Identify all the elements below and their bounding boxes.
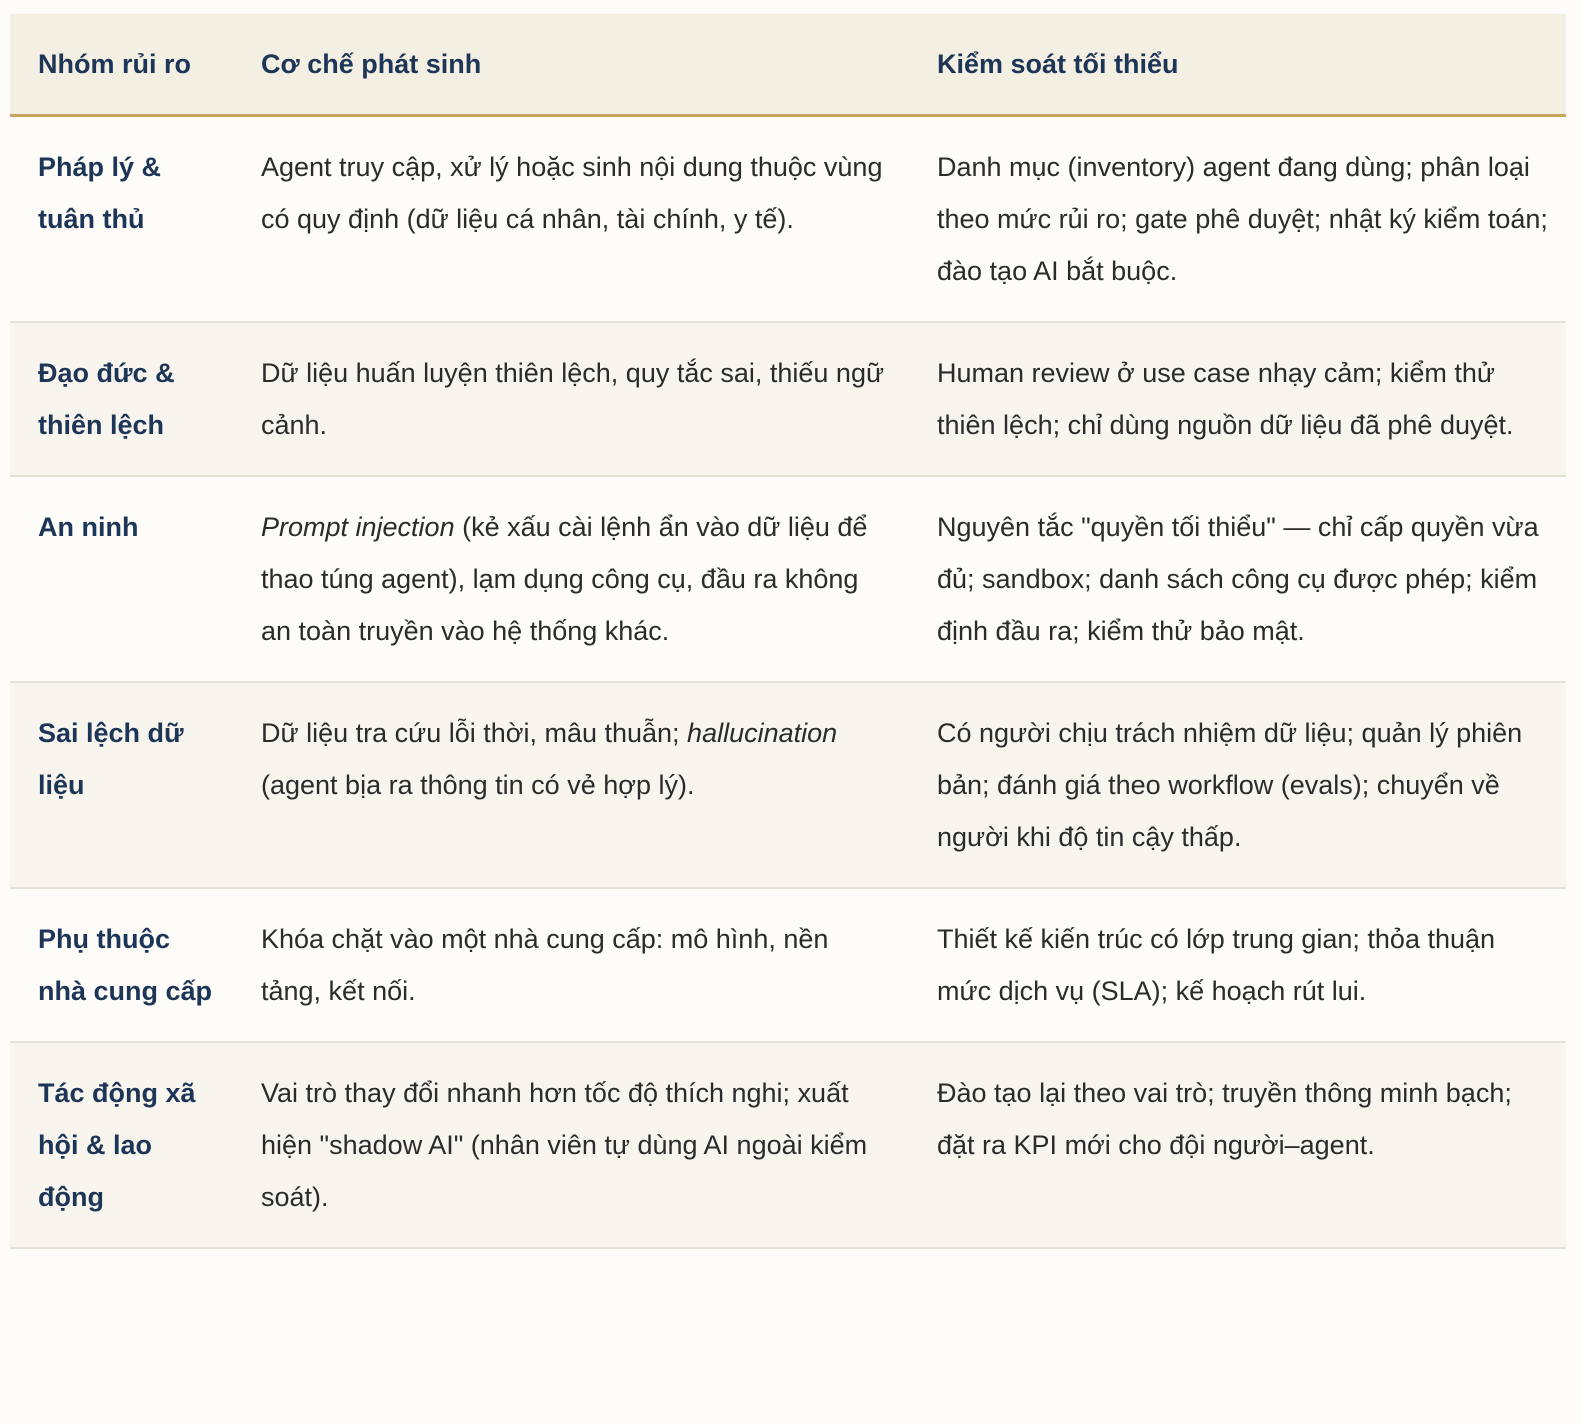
mechanism-text: Agent truy cập, xử lý hoặc sinh nội dung thuộc vùng có quy định (dữ liệu cá nhân, tài chính, y tế). (261, 152, 883, 234)
table-row (10, 116, 1566, 323)
table-body (10, 116, 1566, 1249)
header-mechanism: Cơ chế phát sinh (233, 14, 909, 116)
control-cell: Human review ở use case nhạy cảm; kiểm thử thiên lệch; chỉ dùng nguồn dữ liệu đã phê duyệt. (909, 322, 1566, 476)
mechanism-text: (kẻ xấu cài lệnh ẩn vào dữ liệu để thao túng agent), lạm dụng công cụ, đầu ra không an toàn truyền vào hệ thống khác. (261, 512, 868, 646)
table-row (10, 322, 1566, 476)
control-cell: Có người chịu trách nhiệm dữ liệu; quản lý phiên bản; đánh giá theo workflow (evals); chuyển về người khi độ tin cậy thấp. (909, 682, 1566, 888)
risk-table (10, 14, 1566, 1249)
header-risk-group: Nhóm rủi ro (10, 14, 233, 116)
mechanism-cell (233, 682, 909, 888)
table-row (10, 476, 1566, 682)
mechanism-text: Vai trò thay đổi nhanh hơn tốc độ thích nghi; xuất hiện "shadow AI" (nhân viên tự dùng AI ngoài kiểm soát). (261, 1078, 868, 1212)
mechanism-text: (agent bịa ra thông tin có vẻ hợp lý). (261, 770, 695, 800)
risk-group-cell: Tác động xã hội & lao động (10, 1042, 233, 1248)
mechanism-text: Khóa chặt vào một nhà cung cấp: mô hình, nền tảng, kết nối. (261, 924, 829, 1006)
risk-group-cell: Pháp lý & tuân thủ (10, 116, 233, 323)
table-row (10, 888, 1566, 1042)
mechanism-cell (233, 116, 909, 323)
mechanism-term: Prompt injection (261, 512, 455, 542)
risk-group-cell: Đạo đức & thiên lệch (10, 322, 233, 476)
control-cell: Nguyên tắc "quyền tối thiểu" — chỉ cấp quyền vừa đủ; sandbox; danh sách công cụ được phép; kiểm định đầu ra; kiểm thử bảo mật. (909, 476, 1566, 682)
mechanism-text: Dữ liệu huấn luyện thiên lệch, quy tắc sai, thiếu ngữ cảnh. (261, 358, 885, 440)
mechanism-cell (233, 476, 909, 682)
control-cell: Đào tạo lại theo vai trò; truyền thông minh bạch; đặt ra KPI mới cho đội người–agent. (909, 1042, 1566, 1248)
control-cell: Danh mục (inventory) agent đang dùng; phân loại theo mức rủi ro; gate phê duyệt; nhật ký kiểm toán; đào tạo AI bắt buộc. (909, 116, 1566, 323)
header-row (10, 14, 1566, 116)
risk-group-cell: Phụ thuộc nhà cung cấp (10, 888, 233, 1042)
header-control: Kiểm soát tối thiểu (909, 14, 1566, 116)
control-cell: Thiết kế kiến trúc có lớp trung gian; thỏa thuận mức dịch vụ (SLA); kế hoạch rút lui. (909, 888, 1566, 1042)
mechanism-cell (233, 888, 909, 1042)
risk-group-cell: Sai lệch dữ liệu (10, 682, 233, 888)
risk-table-container (10, 14, 1566, 1249)
mechanism-term: hallucination (687, 718, 838, 748)
table-row (10, 1042, 1566, 1248)
table-header (10, 14, 1566, 116)
table-row (10, 682, 1566, 888)
mechanism-text-pre: Dữ liệu tra cứu lỗi thời, mâu thuẫn; (261, 718, 688, 748)
risk-group-cell: An ninh (10, 476, 233, 682)
mechanism-cell (233, 322, 909, 476)
mechanism-cell (233, 1042, 909, 1248)
